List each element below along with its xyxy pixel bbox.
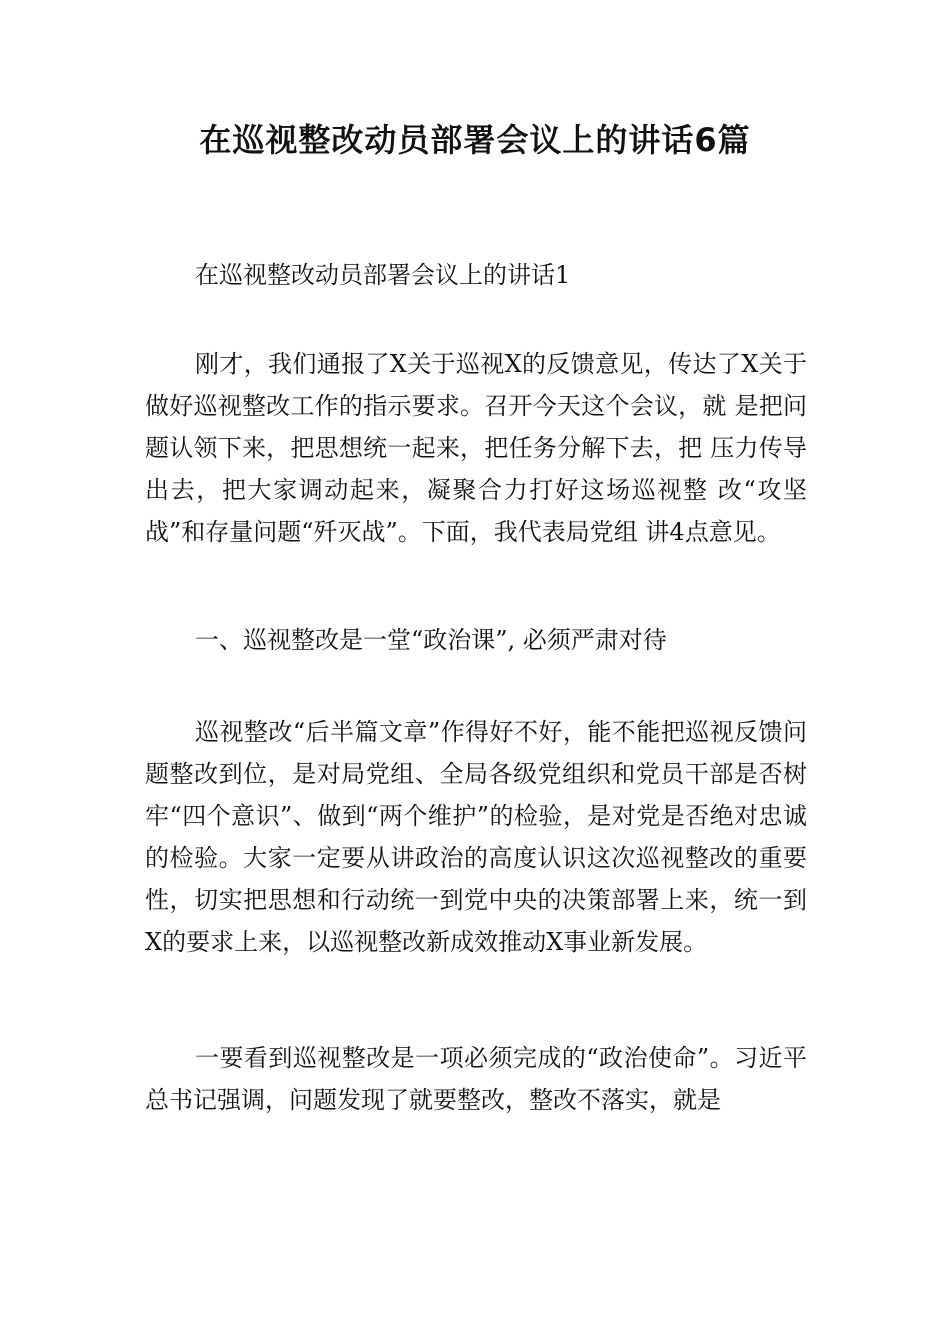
intro-paragraph: 刚才，我们通报了X关于巡视X的反馈意见，传达了X关于做好巡视整改工作的指示要求。召开今天这个会议，就 是把问题认领下来，把思想统一起来，把任务分解下去，把 压力传导出去，把大家调动起来，凝聚合力打好这场巡视整 改“攻坚战”和存量问题“歼灭战”。下面，我代表局党组 讲4点意见。 bbox=[145, 350, 807, 546]
speech-subtitle: 在巡视整改动员部署会议上的讲话1 bbox=[195, 261, 571, 289]
body-paragraph: 一要看到巡视整改是一项必须完成的“政治使命”。习近平总书记强调，问题发现了就要整改，整改不落实，就是 bbox=[145, 1044, 807, 1114]
document-title: 在巡视整改动员部署会议上的讲话6篇 bbox=[199, 121, 751, 159]
section-heading-1: 一、巡视整改是一堂“政治课”, 必须严肃对待 bbox=[195, 626, 667, 654]
body-paragraph: 巡视整改“后半篇文章”作得好不好，能不能把巡视反馈问题整改到位，是对局党组、全局各级党组织和党员干部是否树牢“四个意识”、做到“两个维护”的检验，是对党是否绝对忠诚的检验。大家一定要从讲政治的高度认识这次巡视整改的重要性，切实把思想和行动统一到党中央的决策部署上来，统一到X的要求上来，以巡视整改新成效推动X事业新发展。 bbox=[145, 718, 807, 956]
